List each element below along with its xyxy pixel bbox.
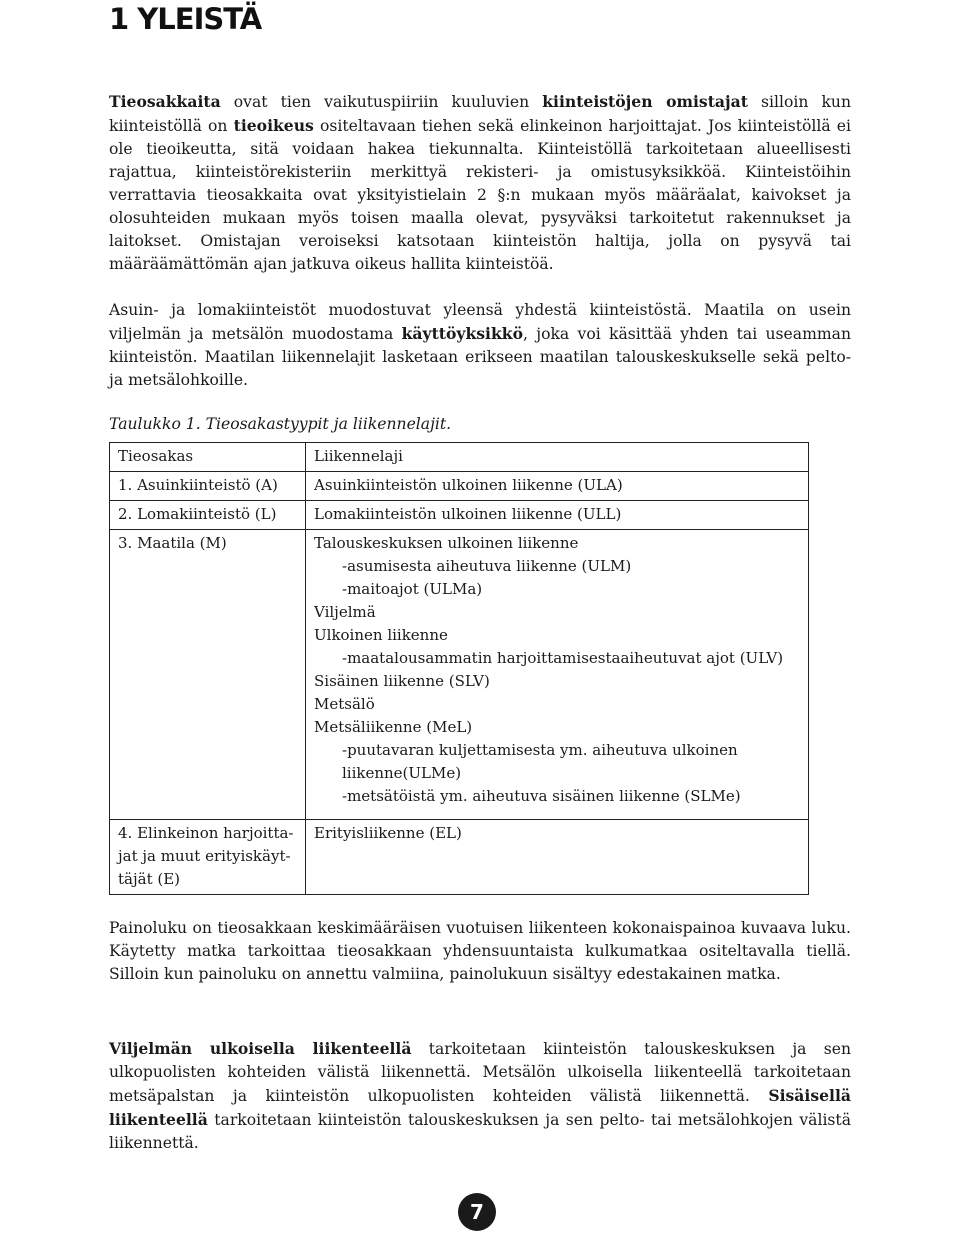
traffic-type-table: [109, 442, 809, 895]
term-sisainen-liikenne: Sisäisellä liikenteellä: [109, 1086, 851, 1129]
table-row: [110, 820, 809, 895]
column-header-tieosakas: Tieosakas: [110, 443, 306, 472]
paragraph-text: tarkoitetaan kiinteistön talouskeskuksen ja sen pelto- tai metsälohkojen välistä liikennettä.: [109, 1111, 851, 1152]
paragraph-text: Asuin- ja lomakiinteistöt muodostuvat yleensä yhdestä kiinteistöstä. Maatila on usein viljelmän ja metsälön muodostama: [109, 301, 851, 343]
table-cell-laji: [306, 530, 809, 820]
term-omistajat: kiinteistöjen omistajat: [542, 92, 748, 111]
table-cell-line: Metsälö: [314, 695, 375, 713]
term-tieosakkaita: Tieosakkaita: [109, 92, 221, 111]
table-cell-line: Sisäinen liikenne (SLV): [314, 672, 490, 690]
table-cell-line: liikenne(ULMe): [342, 764, 462, 782]
table-cell-line: -asumisesta aiheutuva liikenne (ULM): [342, 557, 632, 575]
table-cell-laji: Asuinkiinteistön ulkoinen liikenne (ULA): [306, 472, 809, 501]
table-cell-osakas: 1. Asuinkiinteistö (A): [110, 472, 306, 501]
table-cell-line: Talouskeskuksen ulkoinen liikenne: [314, 534, 579, 552]
term-kayttoyksikko: käyttöyksikkö: [401, 324, 523, 343]
term-tieoikeus: tieoikeus: [233, 116, 314, 135]
table-cell-laji: Lomakiinteistön ulkoinen liikenne (ULL): [306, 501, 809, 530]
table-row: [110, 530, 809, 820]
page-number-badge: [458, 1193, 496, 1231]
page-number: 7: [470, 1200, 484, 1224]
table-cell-osakas: 4. Elinkeinon harjoitta-jat ja muut erityiskäyt-täjät (E): [110, 820, 306, 895]
paragraph-text: silloin kun kiinteistöllä on: [109, 93, 851, 135]
term-viljelman-ulkoinen-liikenne: Viljelmän ulkoisella liikenteellä: [109, 1039, 412, 1058]
paragraph-painoluku: Painoluku on tieosakkaan keskimääräisen vuotuisen liikenteen kokonaispainoa kuvaava luku. Käytetty matka tarkoittaa tieosakkaan yhdensuuntaista kulkumatkaa ositeltavalla tiellä. Silloin kun painoluku on annettu valmiina, painolukuun sisältyy edestakainen matka.: [109, 919, 851, 983]
paragraph-liikenne: [109, 1037, 851, 1155]
table-cell-line: -maitoajot (ULMa): [342, 580, 483, 598]
table-cell-osakas: 3. Maatila (M): [110, 530, 306, 820]
table-cell-line: Ulkoinen liikenne: [314, 626, 448, 644]
table-cell-laji: Erityisliikenne (EL): [306, 820, 809, 895]
table-header-row: [110, 443, 809, 472]
table-caption: Taulukko 1. Tieosakastyypit ja liikennelajit.: [109, 415, 452, 433]
table-cell-line: -metsätöistä ym. aiheutuva sisäinen liikenne (SLMe): [342, 787, 741, 805]
section-heading: 1 YLEISTÄ: [109, 2, 262, 36]
paragraph-text: ositeltavaan tiehen sekä elinkeinon harjoittajat. Jos kiinteistöllä ei ole tieoikeutta, sitä voidaan hakea tiekunnalta. Kiinteistöllä tarkoitetaan alueellisesti rajattua, kiinteistörekisteriin merkittyä rekisteri- ja omistusyksikköä. Kiinteistöihin verrattavia tieosakkaita ovat yksityistielain 2 §:n mukaan myös määräalat, kaivokset ja olosuhteiden mukaan myös toisen maalla olevat, pysyväksi tarkoitetut rakennukset ja laitokset. Omistajan veroiseksi katsotaan kiinteistön haltija, jolla on pysyvä tai määräämättömän ajan jatkuva oikeus hallita kiinteistöä.: [109, 117, 852, 273]
table-cell-line: -puutavaran kuljettamisesta ym. aiheutuva ulkoinen: [342, 741, 738, 759]
table-cell-line: Viljelmä: [314, 603, 376, 621]
table-cell-osakas: 2. Lomakiinteistö (L): [110, 501, 306, 530]
paragraph-text: tarkoitetaan kiinteistön talouskeskuksen ja sen ulkopuolisten kohteiden välistä liikennettä. Metsälön ulkoisella liikenteellä tarkoitetaan metsäpalstan ja kiinteistön ulkopuolisten kohteiden välistä liikennettä.: [109, 1040, 851, 1105]
paragraph-tieosakkaat: [109, 90, 851, 276]
paragraph-kiinteistot: [109, 299, 851, 392]
paragraph-text: ovat tien vaikutuspiiriin kuuluvien: [220, 93, 543, 111]
column-header-liikennelaji: Liikennelaji: [306, 443, 809, 472]
table-row: [110, 501, 809, 530]
paragraph-text: , joka voi käsittää yhden tai useamman kiinteistön. Maatilan liikennelajit lasketaan erikseen maatilan talouskeskukselle sekä pelto- ja metsälohkoille.: [109, 325, 851, 389]
table-cell-line: -maatalousammatin harjoittamisestaaiheutuvat ajot (ULV): [342, 649, 784, 667]
table-row: [110, 472, 809, 501]
table-cell-line: Metsäliikenne (MeL): [314, 718, 473, 736]
